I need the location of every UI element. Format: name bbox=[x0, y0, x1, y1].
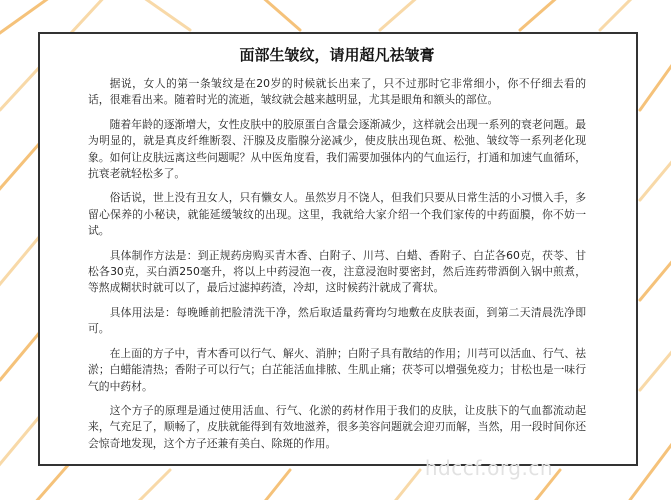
article-title: 面部生皱纹，请用超凡祛皱膏 bbox=[239, 46, 435, 64]
article-paragraph: 俗话说，世上没有丑女人，只有懒女人。虽然岁月不饶人，但我们只要从日常生活的小习惯入手，多留心保养的小秘诀，就能延缓皱纹的出现。这里，我就给大家介绍一个我们家传的中药面膜，你不妨一试。 bbox=[88, 191, 586, 238]
article-paragraph: 在上面的方子中，青木香可以行气、解火、消肿；白附子具有散结的作用；川芎可以活血、行气、祛淤；白蜡能清热；香附子可以行气；白芷能活血排脓、生肌止痛；茯苓可以增强免疫力；甘松也是一味行气的中药材。 bbox=[88, 346, 586, 393]
article-paragraph: 随着年龄的逐渐增大，女性皮肤中的胶原蛋白含量会逐渐减少，这样就会出现一系列的衰老问题。最为明显的，就是真皮纤维断裂、汗腺及皮脂腺分泌减少，使皮肤出现色斑、松弛、皱纹等一系列老化现象。如何让皮肤远离这些问题呢？从中医角度看，我们需要加强体内的气血运行，打通和加速气血循环，抗衰老就轻松多了。 bbox=[88, 117, 586, 181]
article-paragraph: 具体用法是：每晚睡前把脸清洗干净，然后取适量药膏均匀地敷在皮肤表面，到第二天清晨洗净即可。 bbox=[88, 305, 586, 336]
site-watermark: hdccf.org.cn bbox=[424, 456, 553, 480]
article-paragraph: 据说，女人的第一条皱纹是在20岁的时候就长出来了，只不过那时它非常细小，你不仔细去看的话，很难看出来。随着时光的流逝，皱纹就会越来越明显，尤其是眼角和额头的部位。 bbox=[88, 77, 586, 107]
article-paragraph: 这个方子的原理是通过使用活血、行气、化淤的药材作用于我们的皮肤，让皮肤下的气血都流动起来，气充足了，顺畅了，皮肤就能得到有效地滋养，很多美容问题就会迎刃而解，当然，用一段时间你还会惊奇地发现，这个方子还兼有美白、除斑的作用。 bbox=[88, 403, 586, 450]
article-paragraph: 具体制作方法是：到正规药房购买青木香、白附子、川芎、白蜡、香附子、白芷各60克，茯苓、甘松各30克，买白酒250毫升，将以上中药浸泡一夜，注意浸泡时要密封，然后连药带酒倒入锅中煎煮，等熬成糊状时就可以了，最后过滤掉药渣，冷却，这时候药汁就成了膏状。 bbox=[88, 248, 586, 295]
article-card bbox=[38, 32, 638, 466]
